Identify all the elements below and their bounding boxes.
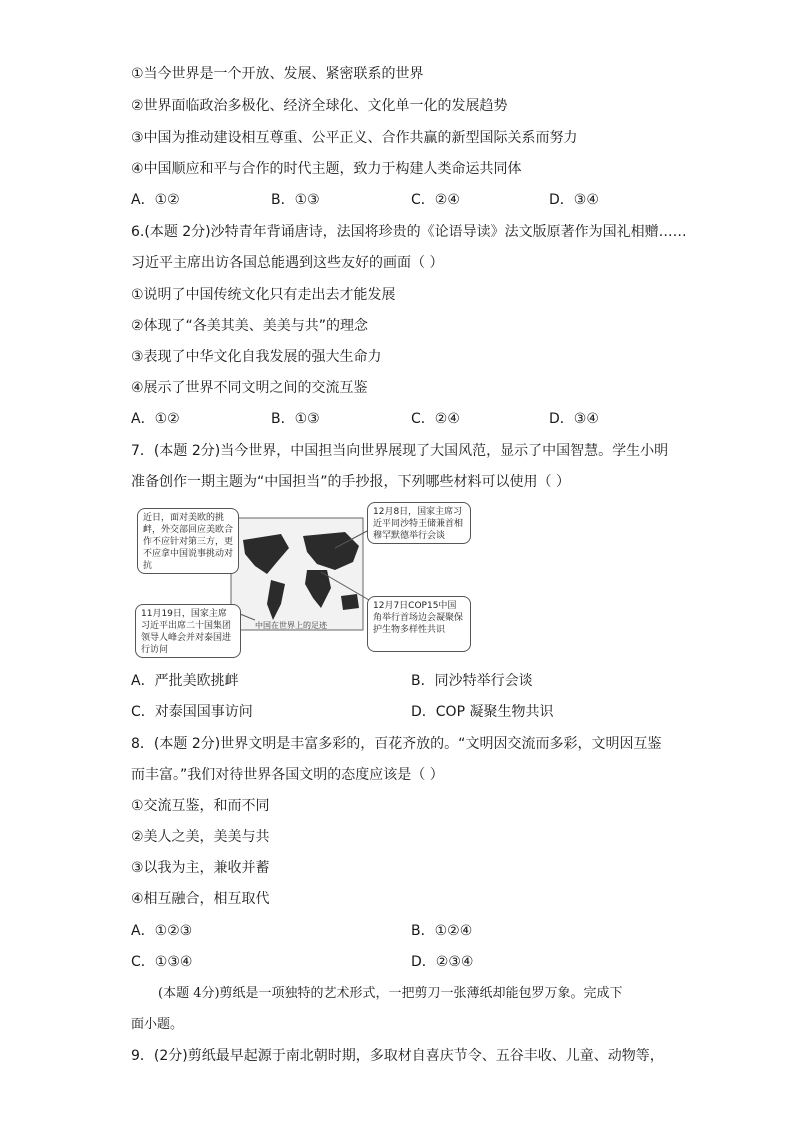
q7-stem-line-2: 准备创作一期主题为“中国担当”的手抄报，下列哪些材料可以使用（ ）: [131, 474, 570, 490]
q6-stem-line-2: 习近平主席出访各国总能遇到这些友好的画面（ ）: [131, 255, 444, 271]
q6-stem-line-1: 6.(本题 2分)沙特青年背诵唐诗，法国将珍贵的《论语导读》法文版原著作为国礼相赠……: [131, 224, 687, 240]
map-caption: 中国在世界上的足迹: [255, 621, 327, 630]
q8-option-d: D．②③④: [411, 954, 474, 970]
paper-cut-intro-line-1: (本题 4分)剪纸是一项独特的艺术形式，一把剪刀一张薄纸却能包罗万象。完成下: [158, 986, 623, 1001]
q6-option-b: B．①③: [271, 411, 320, 427]
q7-option-a: A．严批美欧挑衅: [131, 673, 239, 689]
q8-option-c: C．①③④: [131, 954, 193, 970]
q5-option-a: A．①②: [131, 192, 180, 208]
q5-option-c: C．②④: [411, 192, 460, 208]
q7-stem-line-1: 7．(本题 2分)当今世界，中国担当向世界展现了大国风范，显示了中国智慧。学生小明: [131, 443, 669, 459]
q5-option-b: B．①③: [271, 192, 320, 208]
q7-option-d: D．COP 凝聚生物共识: [411, 704, 554, 720]
q8-statement-3: ③以我为主，兼收并蓄: [131, 860, 270, 876]
q8-option-a: A．①②③: [131, 923, 193, 939]
q6-statement-2: ②体现了“各美其美、美美与共”的理念: [131, 318, 369, 334]
q5-statement-2: ②世界面临政治多极化、经济全球化、文化单一化的发展趋势: [131, 98, 508, 114]
callout-thailand-visit: 11月19日，国家主席习近平出席二十国集团领导人峰会并对泰国进行访问: [135, 604, 241, 658]
q6-option-d: D．③④: [549, 411, 599, 427]
q7-option-b: B．同沙特举行会谈: [411, 673, 533, 689]
q8-statement-4: ④相互融合，相互取代: [131, 891, 270, 907]
q8-stem-line-1: 8．(本题 2分)世界文明是丰富多彩的，百花齐放的。“文明因交流而多彩，文明因互鉴: [131, 736, 662, 752]
q6-statement-1: ①说明了中国传统文化只有走出去才能发展: [131, 287, 396, 303]
q5-statement-3: ③中国为推动建设相互尊重、公平正义、合作共赢的新型国际关系而努力: [131, 130, 578, 146]
q7-figure: [131, 500, 471, 660]
q7-option-c: C．对泰国国事访问: [131, 704, 253, 720]
q8-statement-1: ①交流互鉴，和而不同: [131, 798, 270, 814]
callout-cop15: 12月7日COP15中国角举行首场边会凝聚保护生物多样性共识: [367, 596, 471, 652]
q5-statement-1: ①当今世界是一个开放、发展、紧密联系的世界: [131, 66, 424, 82]
paper-cut-intro-line-2: 面小题。: [131, 1017, 184, 1032]
q9-stem-line-1: 9．(2分)剪纸最早起源于南北朝时期，多取材自喜庆节令、五谷丰收、儿童、动物等，: [131, 1048, 664, 1064]
q6-option-a: A．①②: [131, 411, 180, 427]
q8-stem-line-2: 而丰富。”我们对待世界各国文明的态度应该是（ ）: [131, 767, 444, 783]
q8-statement-2: ②美人之美，美美与共: [131, 829, 270, 845]
callout-saudi-talks: 12月8日，国家主席习近平同沙特王储兼首相穆罕默德举行会谈: [367, 502, 471, 544]
q6-statement-4: ④展示了世界不同文明之间的交流互鉴: [131, 380, 368, 396]
q6-option-c: C．②④: [411, 411, 460, 427]
q5-option-d: D．③④: [549, 192, 599, 208]
callout-us-eu: 近日，面对美欧的挑衅，外交部回应美欧合作不应针对第三方，更不应拿中国说事挑动对抗: [137, 508, 239, 574]
q5-statement-4: ④中国顺应和平与合作的时代主题，致力于构建人类命运共同体: [131, 161, 522, 177]
q6-statement-3: ③表现了中华文化自我发展的强大生命力: [131, 349, 382, 365]
q8-option-b: B．①②④: [411, 923, 473, 939]
